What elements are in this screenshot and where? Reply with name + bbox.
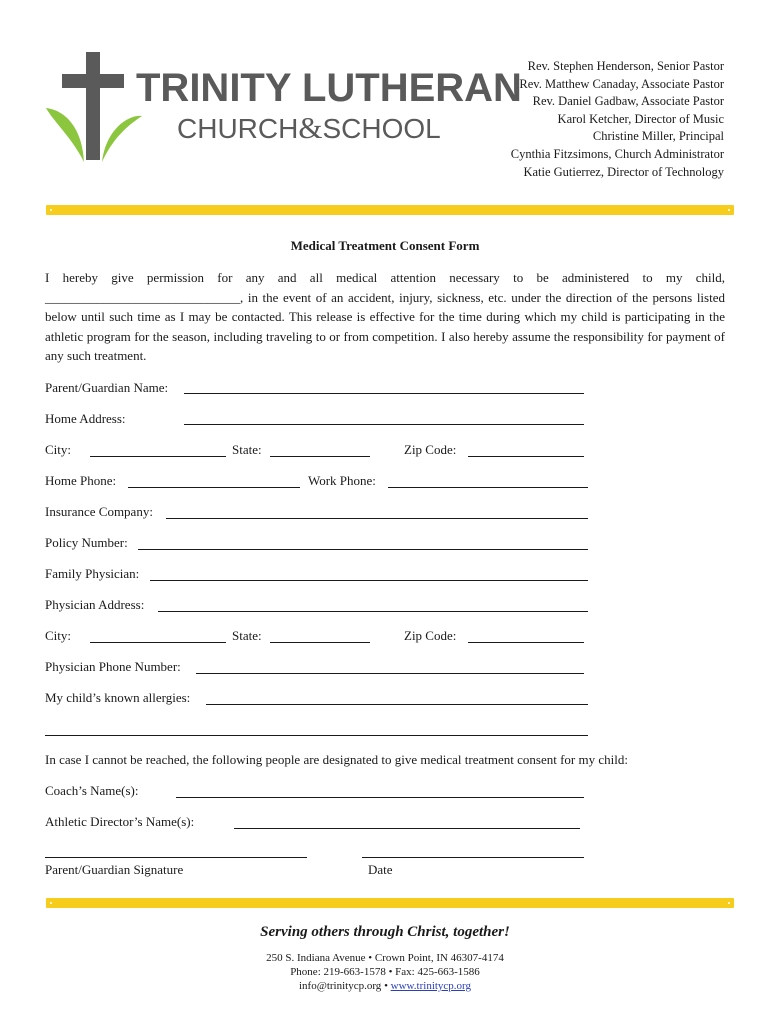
header-divider-bar (46, 205, 734, 215)
physician-phone-label: Physician Phone Number: (45, 659, 181, 674)
home-city-field[interactable] (90, 456, 226, 457)
physician-city-field[interactable] (90, 642, 226, 643)
home-address-field[interactable] (184, 424, 584, 425)
footer-contact (0, 980, 770, 992)
coach-label: Coach’s Name(s): (45, 783, 139, 798)
coach-field[interactable] (176, 797, 584, 798)
physician-address-label: Physician Address: (45, 597, 145, 612)
parent-name-field[interactable] (184, 393, 584, 394)
allergies-label: My child’s known allergies: (45, 690, 191, 705)
home-zip-field[interactable] (468, 456, 584, 457)
physician-zip-field[interactable] (468, 642, 584, 643)
church-cross-logo-icon (44, 50, 144, 165)
physician-state-label: State: (232, 628, 262, 643)
staff-line: Karol Ketcher, Director of Music (557, 111, 724, 126)
family-physician-field[interactable] (150, 580, 588, 581)
work-phone-field[interactable] (388, 487, 588, 488)
consent-paragraph: I hereby give permission for any and all medical attention necessary to be administered to my child, ______________________________, in the event of an accident, injury, sickness, etc. under the direction of the persons listed below until such time as I may be contacted. This release is effective for the time during which my child is participating in the athletic program for the season, including traveling to or from competition. I also hereby assume the responsibility for payment of any such treatment. (45, 270, 725, 363)
form-title: Medical Treatment Consent Form (290, 238, 480, 253)
staff-line: Christine Miller, Principal (592, 129, 724, 144)
staff-line: Rev. Matthew Canaday, Associate Pastor (519, 76, 724, 91)
footer-website-link[interactable]: www.trinitycp.org (390, 980, 472, 992)
date-label: Date (368, 862, 393, 877)
staff-line: Katie Gutierrez, Director of Technology (523, 164, 724, 179)
home-address-row (45, 411, 126, 427)
insurance-label: Insurance Company: (45, 504, 153, 519)
home-state-label: State: (232, 442, 262, 457)
family-physician-label: Family Physician: (45, 566, 140, 581)
physician-phone-field[interactable] (196, 673, 584, 674)
physician-zip-label: Zip Code: (404, 628, 457, 643)
home-state-field[interactable] (270, 456, 370, 457)
insurance-field[interactable] (166, 518, 588, 519)
home-phone-label: Home Phone: (45, 473, 117, 488)
home-phone-field[interactable] (128, 487, 300, 488)
parent-name-label: Parent/Guardian Name: (45, 380, 169, 395)
allergies-field-line-2[interactable] (45, 735, 588, 736)
staff-line: Rev. Daniel Gadbaw, Associate Pastor (532, 94, 724, 109)
date-field[interactable] (362, 857, 584, 858)
physician-address-field[interactable] (158, 611, 588, 612)
logo-subtitle (177, 110, 441, 146)
parent-name-row (45, 380, 168, 396)
allergies-field[interactable] (206, 704, 588, 705)
home-zip-label: Zip Code: (404, 442, 457, 457)
physician-city-label: City: (45, 628, 72, 643)
signature-field[interactable] (45, 857, 307, 858)
home-address-label: Home Address: (45, 411, 126, 426)
logo-title: TRINITY LUTHERAN (136, 66, 522, 110)
home-city-label: City: (45, 442, 72, 457)
designated-text: In case I cannot be reached, the following people are designated to give medical treatment consent for my child: (45, 752, 628, 767)
footer-phone: Phone: 219-663-1578 • Fax: 425-663-1586 (290, 966, 480, 978)
logo-sub-ampersand: & (298, 110, 323, 145)
footer-email[interactable]: info@trinitycp.org (298, 980, 382, 992)
work-phone-label: Work Phone: (308, 473, 376, 488)
footer-separator: • (381, 980, 391, 992)
staff-list (511, 58, 724, 181)
staff-line: Rev. Stephen Henderson, Senior Pastor (527, 59, 724, 73)
logo-sub-school: SCHOOL (322, 113, 441, 144)
signature-label: Parent/Guardian Signature (45, 862, 184, 877)
footer-slogan: Serving others through Christ, together! (260, 924, 510, 940)
athletic-director-label: Athletic Director’s Name(s): (45, 814, 195, 829)
footer-address: 250 S. Indiana Avenue • Crown Point, IN 46307-4174 (266, 952, 504, 964)
policy-field[interactable] (138, 549, 588, 550)
physician-state-field[interactable] (270, 642, 370, 643)
athletic-director-field[interactable] (234, 828, 580, 829)
footer-divider-bar (46, 898, 734, 908)
staff-line: Cynthia Fitzsimons, Church Administrator (510, 146, 724, 161)
logo-sub-church: CHURCH (177, 113, 299, 144)
policy-label: Policy Number: (45, 535, 128, 550)
